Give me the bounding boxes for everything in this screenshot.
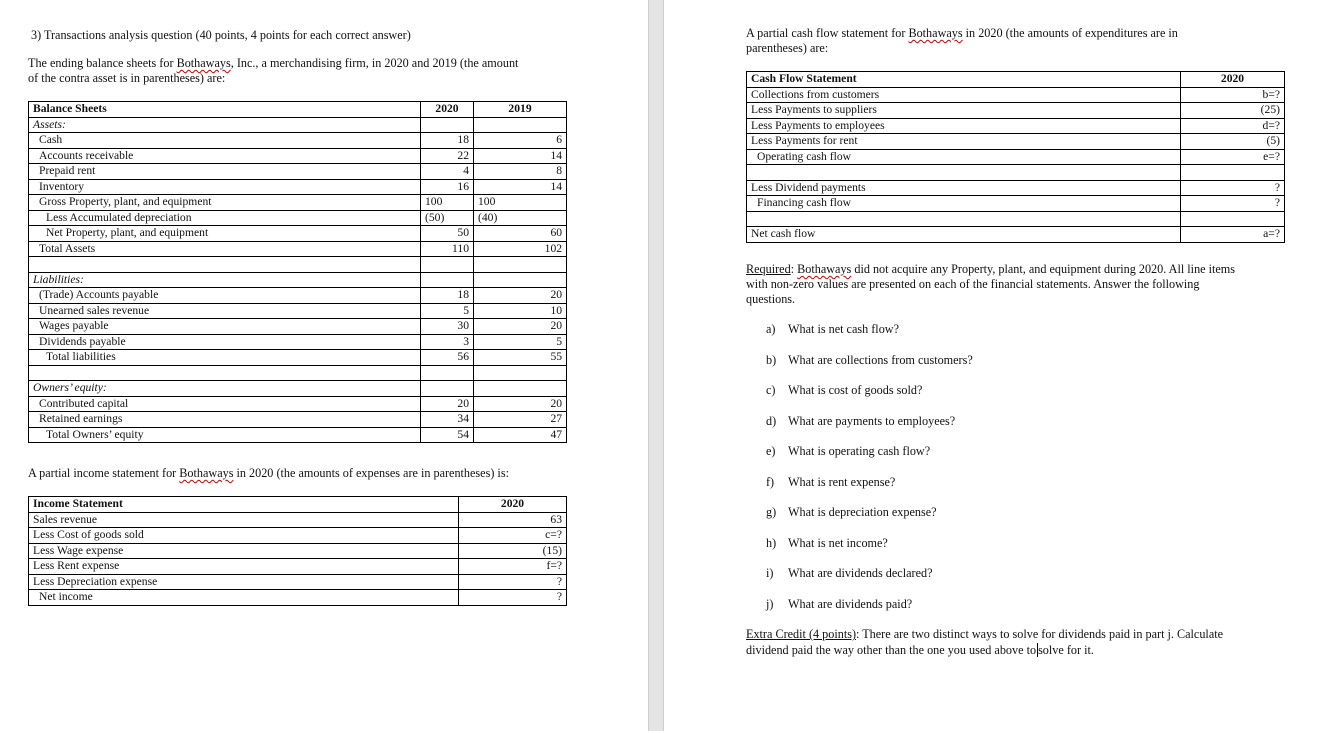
question-text: What are dividends declared? <box>788 566 933 580</box>
table-row <box>747 196 1285 212</box>
question-text: What are collections from customers? <box>788 352 973 367</box>
value-2020: 18 <box>421 133 474 149</box>
value-2020: 56 <box>421 350 474 366</box>
question-text: What is cost of goods sold? <box>788 383 923 397</box>
row-value: d=? <box>1181 118 1285 134</box>
table-row <box>29 528 567 544</box>
value-2020: 18 <box>421 288 474 304</box>
empty-cell <box>474 365 567 381</box>
table-row <box>747 103 1285 119</box>
question-letter: f) <box>766 474 775 489</box>
question-letter: j) <box>766 596 774 611</box>
question-item <box>766 383 922 398</box>
question-letter: i) <box>766 566 774 580</box>
table-row <box>29 179 567 195</box>
row-value: f=? <box>459 559 567 575</box>
question-text: What are payments to employees? <box>788 413 956 428</box>
liabilities-label: Liabilities: <box>29 272 421 288</box>
question-item <box>766 536 888 551</box>
question-letter: b) <box>766 352 777 367</box>
table-row <box>747 118 1285 134</box>
value-2020: 22 <box>421 148 474 164</box>
row-label: Less Rent expense <box>29 559 459 575</box>
balance-intro-line1 <box>28 56 518 71</box>
row-label: Less Payments to employees <box>747 118 1181 134</box>
intro-text: The ending balance sheets for <box>28 56 177 70</box>
value-2019: 102 <box>474 241 567 257</box>
equity-label: Owners’ equity: <box>29 381 421 397</box>
blank-row <box>29 365 567 381</box>
question-letter: d) <box>766 413 777 428</box>
empty-cell <box>421 117 474 133</box>
question-letter: e) <box>766 444 776 458</box>
row-value: ? <box>459 590 567 606</box>
empty-cell <box>474 272 567 288</box>
value-2019: 8 <box>474 164 567 180</box>
table-row <box>29 241 567 257</box>
empty-cell <box>421 381 474 397</box>
cash-flow-title: Cash Flow Statement <box>747 72 1181 88</box>
extra-credit-label: Extra Credit (4 points) <box>746 627 857 641</box>
row-label: Total Owners’ equity <box>29 427 421 443</box>
row-label: Less Depreciation expense <box>29 574 459 590</box>
question-text: What is rent expense? <box>788 474 896 489</box>
value-2019: 55 <box>474 350 567 366</box>
question-text: What is operating cash flow? <box>788 444 931 458</box>
empty-cell <box>1181 165 1285 181</box>
row-label: (Trade) Accounts payable <box>29 288 421 304</box>
question-header: 3) Transactions analysis question (40 points, 4 points for each correct answer) <box>31 28 411 42</box>
empty-cell <box>474 257 567 273</box>
row-label: Gross Property, plant, and equipment <box>29 195 421 211</box>
table-row <box>29 195 567 211</box>
value-2019: 20 <box>474 319 567 335</box>
question-item <box>766 597 912 612</box>
row-label: Net income <box>29 590 459 606</box>
question-item <box>766 444 930 459</box>
value-2019: 100 <box>474 195 567 211</box>
value-2019: 27 <box>474 412 567 428</box>
extra-credit-line2 <box>746 643 1094 658</box>
value-2020: 16 <box>421 179 474 195</box>
income-statement-table <box>28 496 567 606</box>
row-value: ? <box>1181 196 1285 212</box>
table-row <box>29 350 567 366</box>
empty-cell <box>29 257 421 273</box>
row-value: a=? <box>1181 227 1285 243</box>
column-header-2019: 2019 <box>474 102 567 118</box>
row-value: e=? <box>1181 149 1285 165</box>
required-colon: : <box>790 262 798 276</box>
column-header-2020: 2020 <box>459 497 567 513</box>
table-row <box>747 149 1285 165</box>
row-value: (15) <box>459 543 567 559</box>
question-item <box>766 505 937 520</box>
required-label: Required <box>746 262 791 276</box>
row-label: Less Dividend payments <box>747 180 1181 196</box>
question-item <box>766 566 932 581</box>
value-2019: 47 <box>474 427 567 443</box>
value-2019: 20 <box>474 288 567 304</box>
table-row <box>29 288 567 304</box>
empty-cell <box>421 365 474 381</box>
row-label: Less Cost of goods sold <box>29 528 459 544</box>
cf-intro-text: A partial cash flow statement for <box>746 26 909 40</box>
question-letter: g) <box>766 505 777 519</box>
income-intro <box>28 466 509 481</box>
question-item <box>766 322 899 337</box>
question-item <box>766 353 973 368</box>
table-row <box>29 164 567 180</box>
column-header-2020: 2020 <box>1181 72 1285 88</box>
row-label: Dividends payable <box>29 334 421 350</box>
row-label: Total Assets <box>29 241 421 257</box>
required-line1 <box>746 262 1235 277</box>
value-2019: 14 <box>474 148 567 164</box>
value-2019: 20 <box>474 396 567 412</box>
cf-intro-text-after: in 2020 (the amounts of expenditures are in <box>962 26 1178 40</box>
value-2019: 10 <box>474 303 567 319</box>
required-text: did not acquire any Property, plant, and equipment during 2020. All line items <box>851 262 1236 276</box>
income-intro-text-after: in 2020 (the amounts of expenses are in parentheses) is: <box>233 466 509 480</box>
value-2019: 60 <box>474 226 567 242</box>
value-2019: 6 <box>474 133 567 149</box>
question-item <box>766 414 955 429</box>
extra-credit-colon: : <box>856 627 860 641</box>
balance-sheet-table <box>28 101 567 443</box>
table-row <box>29 210 567 226</box>
value-2019: 5 <box>474 334 567 350</box>
income-statement-header-row <box>29 497 567 513</box>
row-label: Cash <box>29 133 421 149</box>
question-text: What is net income? <box>788 535 888 550</box>
page-gutter <box>648 0 664 731</box>
required-line2: with non-zero values are presented on each of the financial statements. Answer the following <box>746 277 1200 291</box>
intro-text-after: , Inc., a merchandising firm, in 2020 and 2019 (the amount <box>230 56 519 70</box>
value-2020: 50 <box>421 226 474 242</box>
value-2020: 100 <box>421 195 474 211</box>
required-line3: questions. <box>746 292 796 306</box>
company-name: Bothaways <box>179 466 234 480</box>
value-2020: 20 <box>421 396 474 412</box>
table-row <box>29 559 567 575</box>
table-row <box>747 134 1285 150</box>
row-label: Prepaid rent <box>29 164 421 180</box>
balance-intro-line2: of the contra asset is in parentheses) are: <box>28 71 226 85</box>
row-label: Net cash flow <box>747 227 1181 243</box>
table-row <box>29 427 567 443</box>
row-label: Net Property, plant, and equipment <box>29 226 421 242</box>
equity-label-row <box>29 381 567 397</box>
table-row <box>29 133 567 149</box>
table-row <box>747 180 1285 196</box>
row-value: c=? <box>459 528 567 544</box>
cash-flow-header-row <box>747 72 1285 88</box>
table-row <box>29 574 567 590</box>
cash-flow-intro-line2: parentheses) are: <box>746 41 829 55</box>
question-text: What is net cash flow? <box>788 322 900 336</box>
row-label: Inventory <box>29 179 421 195</box>
empty-cell <box>474 117 567 133</box>
row-label: Accounts receivable <box>29 148 421 164</box>
table-row <box>29 319 567 335</box>
empty-cell <box>421 257 474 273</box>
column-header-2020: 2020 <box>421 102 474 118</box>
row-label: Unearned sales revenue <box>29 303 421 319</box>
row-value: (5) <box>1181 134 1285 150</box>
question-text: What is depreciation expense? <box>788 505 937 519</box>
row-label: Financing cash flow <box>747 196 1181 212</box>
row-value: 63 <box>459 512 567 528</box>
table-row <box>29 512 567 528</box>
company-name: Bothaways <box>176 56 231 70</box>
question-item <box>766 475 895 490</box>
extra-credit-line1 <box>746 627 1223 642</box>
value-2020: 4 <box>421 164 474 180</box>
blank-row <box>29 257 567 273</box>
company-name: Bothaways <box>908 26 963 40</box>
row-label: Collections from customers <box>747 87 1181 103</box>
empty-cell <box>747 211 1181 227</box>
row-label: Operating cash flow <box>747 149 1181 165</box>
cash-flow-statement-table <box>746 71 1285 243</box>
table-row <box>747 227 1285 243</box>
question-letter: a) <box>766 322 776 336</box>
empty-cell <box>29 365 421 381</box>
table-row <box>29 412 567 428</box>
table-row <box>29 303 567 319</box>
row-label: Less Wage expense <box>29 543 459 559</box>
row-value: ? <box>1181 180 1285 196</box>
table-row <box>29 148 567 164</box>
value-2020: 34 <box>421 412 474 428</box>
value-2020: 110 <box>421 241 474 257</box>
table-row <box>29 334 567 350</box>
question-text: What are dividends paid? <box>788 596 913 611</box>
row-label: Sales revenue <box>29 512 459 528</box>
row-label: Less Payments to suppliers <box>747 103 1181 119</box>
row-label: Less Accumulated depreciation <box>29 210 421 226</box>
empty-cell <box>747 165 1181 181</box>
assets-label: Assets: <box>29 117 421 133</box>
row-label: Contributed capital <box>29 396 421 412</box>
table-row <box>29 590 567 606</box>
value-2020: (50) <box>421 210 474 226</box>
liabilities-label-row <box>29 272 567 288</box>
blank-row <box>747 211 1285 227</box>
question-letter: c) <box>766 383 776 397</box>
value-2020: 5 <box>421 303 474 319</box>
row-value: b=? <box>1181 87 1285 103</box>
table-row <box>29 543 567 559</box>
balance-sheet-title: Balance Sheets <box>29 102 421 118</box>
value-2020: 54 <box>421 427 474 443</box>
empty-cell <box>1181 211 1285 227</box>
question-letter: h) <box>766 535 777 550</box>
table-row <box>747 87 1285 103</box>
row-value: ? <box>459 574 567 590</box>
value-2019: 14 <box>474 179 567 195</box>
extra-credit-text: There are two distinct ways to solve for dividends paid in part j. Calculate <box>859 627 1224 641</box>
row-label: Total liabilities <box>29 350 421 366</box>
table-row <box>29 226 567 242</box>
row-label: Less Payments for rent <box>747 134 1181 150</box>
row-label: Wages payable <box>29 319 421 335</box>
empty-cell <box>421 272 474 288</box>
blank-row <box>747 165 1285 181</box>
value-2020: 30 <box>421 319 474 335</box>
company-name: Bothaways <box>797 262 852 276</box>
extra-credit-text-2b: solve for it. <box>1038 643 1094 657</box>
row-value: (25) <box>1181 103 1285 119</box>
value-2020: 3 <box>421 334 474 350</box>
extra-credit-text-2a: dividend paid the way other than the one you used above to <box>746 643 1037 657</box>
value-2019: (40) <box>474 210 567 226</box>
balance-sheet-header-row <box>29 102 567 118</box>
income-intro-text: A partial income statement for <box>28 466 180 480</box>
row-label: Retained earnings <box>29 412 421 428</box>
empty-cell <box>474 381 567 397</box>
table-row <box>29 396 567 412</box>
income-statement-title: Income Statement <box>29 497 459 513</box>
cash-flow-intro-line1 <box>746 26 1178 41</box>
assets-label-row <box>29 117 567 133</box>
